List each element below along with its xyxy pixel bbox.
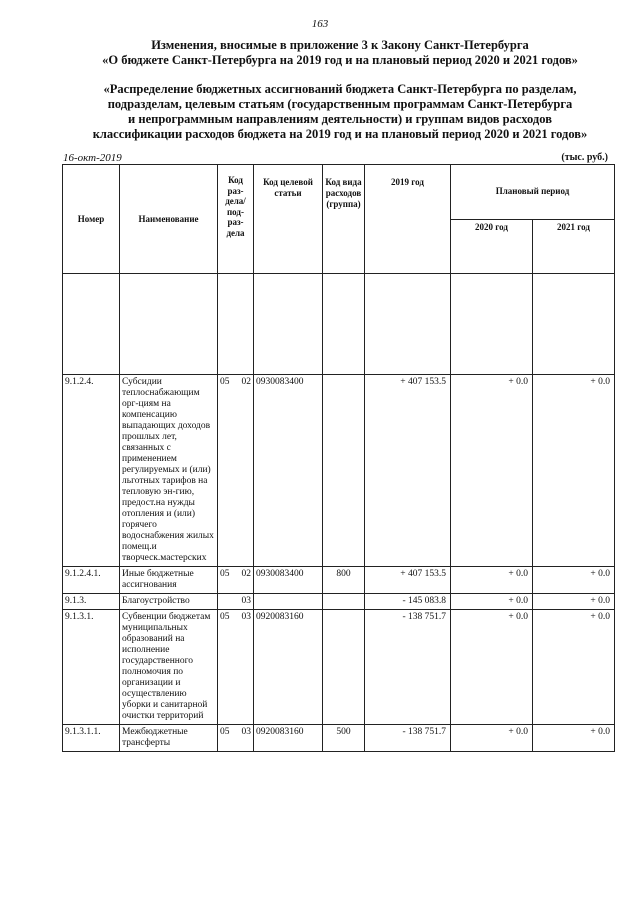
section-code: 05 [220,727,230,737]
cell-type [323,610,365,725]
cell-2020: + 0.0 [451,594,533,610]
cell-target: 0920083160 [254,610,323,725]
cell-2020: + 0.0 [451,375,533,567]
subtitle-line: подразделам, целевым статьям (государственным программам Санкт-Петербурга [107,97,573,111]
cell-2019: - 138 751.7 [365,610,451,725]
cell-number: 9.1.3.1. [63,610,120,725]
cell-target: 0930083400 [254,567,323,594]
cell-2021: + 0.0 [533,594,615,610]
cell-type: 500 [323,725,365,752]
cell-2020: + 0.0 [451,725,533,752]
table-row [63,610,615,725]
cell-section [218,725,254,752]
cell-number: 9.1.2.4. [63,375,120,567]
cell-name: Иные бюджетные ассигнования [120,567,218,594]
cell-type [323,594,365,610]
cell-number: 9.1.3. [63,594,120,610]
header-name: Наименование [120,165,218,274]
budget-table [62,164,615,752]
subsection-code: 02 [241,377,251,387]
header-planned-period: Плановый период [451,165,615,220]
cell-section [218,375,254,567]
document-title [60,38,620,68]
cell-2020: + 0.0 [451,567,533,594]
subsection-code: 03 [241,596,251,606]
subtitle-line: и непрограммным направлениям деятельности) и группам видов расходов [128,112,552,126]
cell-2021: + 0.0 [533,725,615,752]
cell-target: 0930083400 [254,375,323,567]
cell-name: Межбюджетные трансферты [120,725,218,752]
table-row [63,567,615,594]
subsection-code: 03 [241,727,251,737]
cell-type: 800 [323,567,365,594]
header-spacer-row [63,274,615,375]
page-number: 163 [311,18,329,30]
cell-2021: + 0.0 [533,610,615,725]
document-subtitle [60,82,620,142]
cell-name: Благоустройство [120,594,218,610]
section-code: 05 [220,612,230,622]
table-row [63,375,615,567]
cell-2021: + 0.0 [533,375,615,567]
header-2020: 2020 год [451,219,533,274]
cell-type [323,375,365,567]
header-type: Код вида расходов (группа) [323,165,365,274]
cell-2021: + 0.0 [533,567,615,594]
title-line: Изменения, вносимые в приложение 3 к Закону Санкт-Петербурга [151,38,529,52]
cell-2020: + 0.0 [451,610,533,725]
cell-2019: - 138 751.7 [365,725,451,752]
section-code: 05 [220,569,230,579]
cell-section [218,610,254,725]
subtitle-line: классификации расходов бюджета на 2019 год и на плановый период 2020 и 2021 годов» [92,127,588,141]
units-label: (тыс. руб.) [561,152,608,163]
section-code: 05 [220,377,230,387]
table-row [63,725,615,752]
cell-target: 0920083160 [254,725,323,752]
cell-2019: + 407 153.5 [365,375,451,567]
table-row [63,594,615,610]
table-body [63,375,615,752]
document-date: 16-окт-2019 [63,152,122,164]
header-section: Код раз- дела/ под- раз- дела [218,165,254,274]
header-number: Номер [63,165,120,274]
title-line: «О бюджете Санкт-Петербурга на 2019 год и на плановый период 2020 и 2021 годов» [102,53,578,67]
header-target: Код целевой статьи [254,165,323,274]
cell-section [218,567,254,594]
header-2019: 2019 год [365,165,451,274]
cell-number: 9.1.2.4.1. [63,567,120,594]
subsection-code: 02 [241,569,251,579]
subsection-code: 03 [241,612,251,622]
cell-number: 9.1.3.1.1. [63,725,120,752]
cell-2019: - 145 083.8 [365,594,451,610]
cell-2019: + 407 153.5 [365,567,451,594]
subtitle-line: «Распределение бюджетных ассигнований бюджета Санкт-Петербурга по разделам, [103,82,577,96]
cell-name: Субвенции бюджетам муниципальных образований на исполнение государственного полномочия по организации и осуществлению уборки и санитарной очистки территорий [120,610,218,725]
cell-name: Субсидии теплоснабжающим орг-циям на компенсацию выпадающих доходов прошлых лет, связанных с применением регулируемых и (или) льготных тарифов на тепловую эн-гию, предост.на нужды отопления и (или) горячего водоснабжения жилых помещ.и творческ.мастерских [120,375,218,567]
cell-target [254,594,323,610]
cell-section [218,594,254,610]
header-2021: 2021 год [533,219,615,274]
